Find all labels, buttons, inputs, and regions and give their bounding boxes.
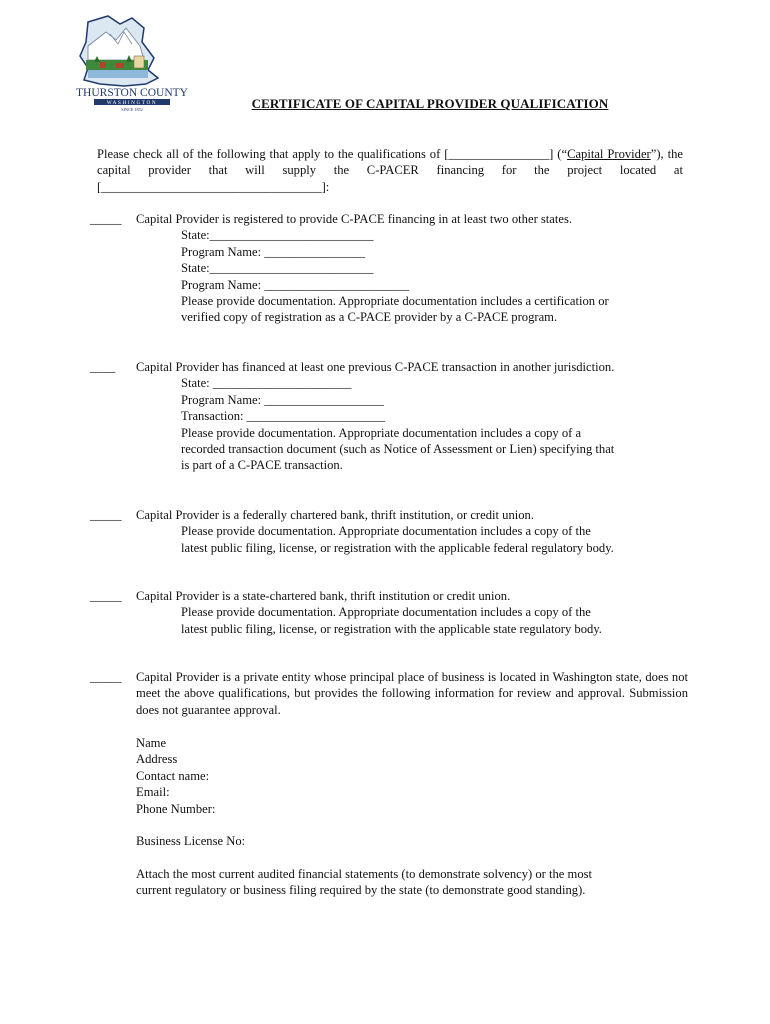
documentation-note-4b: latest public filing, license, or registration with the applicable state regulatory body. <box>181 621 602 636</box>
documentation-note-2b: recorded transaction document (such as Notice of Assessment or Lien) specifying that <box>181 442 615 457</box>
state-field-1[interactable]: State:__________________________ <box>181 228 374 243</box>
attachment-line-1: Attach the most current audited financial statements (to demonstrate solvency) or the most <box>136 867 593 881</box>
documentation-note-3a: Please provide documentation. Appropriate documentation includes a copy of the <box>181 524 591 539</box>
checkbox-blank-2[interactable]: ____ <box>90 360 116 374</box>
checkbox-blank-5[interactable]: _____ <box>90 670 122 684</box>
documentation-note-4a: Please provide documentation. Appropriate documentation includes a copy of the <box>181 605 591 620</box>
qualification-3 <box>136 507 696 556</box>
checkbox-blank-4[interactable]: _____ <box>90 589 122 603</box>
qualification-5-paragraph: Capital Provider is a private entity whose principal place of business is located in Washington state, does not meet the above qualifications, but provides the following information for review and approval. Submission does not guarantee approval. <box>136 670 688 717</box>
program-name-field-1[interactable]: Program Name: ________________ <box>181 244 365 259</box>
intro-project-blank: [___________________________________]: <box>97 179 330 194</box>
attachment-instructions <box>136 866 696 899</box>
documentation-note-1a: Please provide documentation. Appropriate documentation includes a certification or <box>181 294 609 309</box>
business-license-field[interactable]: Business License No: <box>136 834 246 848</box>
qualification-2-heading: Capital Provider has financed at least one previous C-PACE transaction in another jurisdiction. <box>136 360 615 374</box>
document-title: CERTIFICATE OF CAPITAL PROVIDER QUALIFICATION <box>251 96 609 111</box>
qualification-1 <box>136 211 696 326</box>
name-field[interactable]: Name <box>136 736 167 750</box>
intro-text-middle: ”), the capital provider that will supply the C-PACER financing for the project located at <box>97 147 683 178</box>
qualification-3-heading: Capital Provider is a federally chartered bank, thrift institution, or credit union. <box>136 508 534 522</box>
qualification-4-heading: Capital Provider is a state-chartered bank, thrift institution or credit union. <box>136 589 511 603</box>
checkbox-blank-3[interactable]: _____ <box>90 508 122 522</box>
email-field[interactable]: Email: <box>136 785 170 800</box>
checkbox-blank-1[interactable]: _____ <box>90 212 122 226</box>
provider-info-fields <box>136 735 696 817</box>
transaction-field[interactable]: Transaction: ______________________ <box>181 409 386 424</box>
qualification-1-heading: Capital Provider is registered to provide C-PACE financing in at least two other states. <box>136 212 573 226</box>
qualification-2 <box>136 359 696 474</box>
intro-paragraph <box>97 146 683 195</box>
documentation-note-3b: latest public filing, license, or registration with the applicable federal regulatory body. <box>181 540 614 555</box>
program-name-field-2[interactable]: Program Name: _______________________ <box>181 277 410 292</box>
capital-provider-term: Capital Provider <box>567 147 651 161</box>
documentation-note-2c: is part of a C-PACE transaction. <box>181 458 343 473</box>
intro-text-start: Please check all of the following that apply to the qualifications of [________________] (“ <box>97 147 568 161</box>
state-field-2[interactable]: State:__________________________ <box>181 261 374 276</box>
documentation-note-2a: Please provide documentation. Appropriate documentation includes a copy of a <box>181 425 582 440</box>
phone-number-field[interactable]: Phone Number: <box>136 801 216 816</box>
state-field-3[interactable]: State: ______________________ <box>181 376 352 391</box>
logo-state-name: WASHINGTON <box>106 100 158 106</box>
qualification-4 <box>136 588 696 637</box>
qualification-5 <box>136 669 696 718</box>
contact-name-field[interactable]: Contact name: <box>136 768 210 783</box>
attachment-line-2: current regulatory or business filing required by the state (to demonstrate good standing). <box>136 883 586 898</box>
program-name-field-3[interactable]: Program Name: ___________________ <box>181 392 384 407</box>
documentation-note-1b: verified copy of registration as a C-PACE provider by a C-PACE program. <box>181 310 558 325</box>
logo-since: SINCE 1852 <box>121 107 143 112</box>
logo-county-name: THURSTON COUNTY <box>76 87 188 99</box>
address-field[interactable]: Address <box>136 752 178 767</box>
